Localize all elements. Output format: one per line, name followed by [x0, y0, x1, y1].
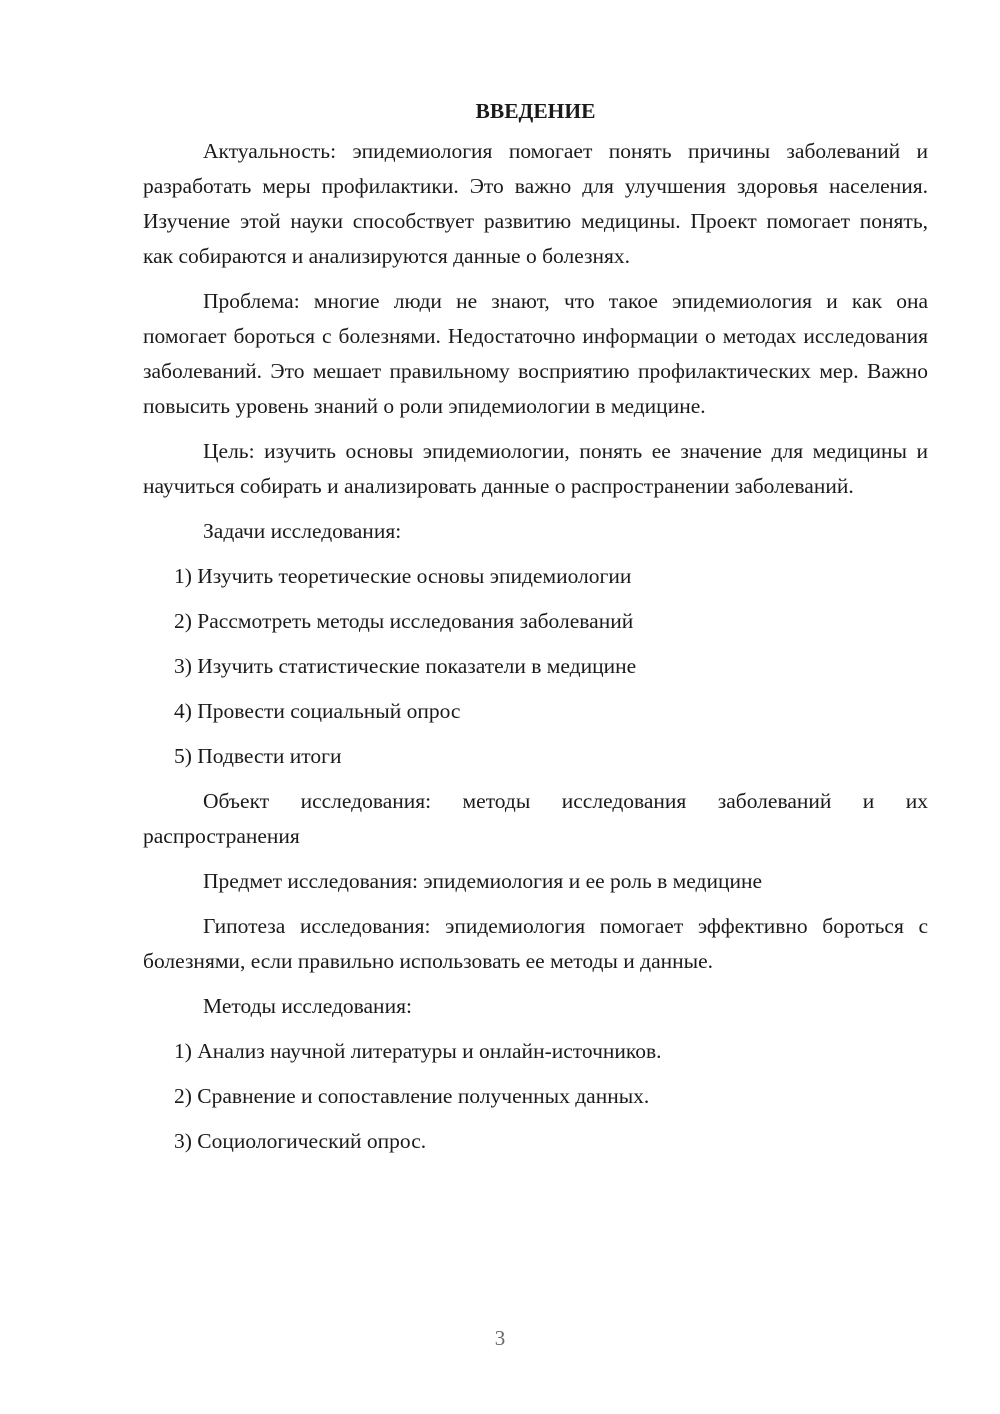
goal-paragraph: Цель: изучить основы эпидемиологии, понять ее значение для медицины и научиться собирать и анализировать данные о распространении заболеваний.	[143, 439, 928, 498]
method-item: 1) Анализ научной литературы и онлайн-источников.	[174, 1039, 662, 1063]
method-item: 3) Социологический опрос.	[174, 1129, 427, 1153]
methods-list	[143, 1034, 928, 1159]
page-number: 3	[494, 1326, 506, 1350]
hypothesis-paragraph: Гипотеза исследования: эпидемиология помогает эффективно бороться с болезнями, если правильно использовать ее методы и данные.	[143, 914, 928, 973]
tasks-list	[143, 559, 928, 774]
task-item: 2) Рассмотреть методы исследования заболеваний	[174, 609, 634, 633]
section-title: ВВЕДЕНИЕ	[475, 99, 596, 123]
relevance-paragraph: Актуальность: эпидемиология помогает понять причины заболеваний и разработать меры профилактики. Это важно для улучшения здоровья населения. Изучение этой науки способствует развитию медицины. Проект помогает понять, как собираются и анализируются данные о болезнях.	[143, 139, 928, 268]
task-item: 1) Изучить теоретические основы эпидемиологии	[174, 564, 632, 588]
method-item: 2) Сравнение и сопоставление полученных данных.	[174, 1084, 650, 1108]
problem-paragraph: Проблема: многие люди не знают, что такое эпидемиология и как она помогает бороться с болезнями. Недостаточно информации о методах исследования заболеваний. Это мешает правильному восприятию профилактических мер. Важно повысить уровень знаний о роли эпидемиологии в медицине.	[143, 289, 928, 418]
document-page	[143, 94, 928, 1169]
tasks-heading: Задачи исследования:	[203, 519, 402, 543]
object-paragraph: Объект исследования: методы исследования заболеваний и их распространения	[143, 789, 928, 848]
task-item: 3) Изучить статистические показатели в медицине	[174, 654, 637, 678]
methods-heading: Методы исследования:	[203, 994, 412, 1018]
task-item: 4) Провести социальный опрос	[174, 699, 461, 723]
subject-paragraph: Предмет исследования: эпидемиология и ее роль в медицине	[203, 869, 763, 893]
task-item: 5) Подвести итоги	[174, 744, 342, 768]
